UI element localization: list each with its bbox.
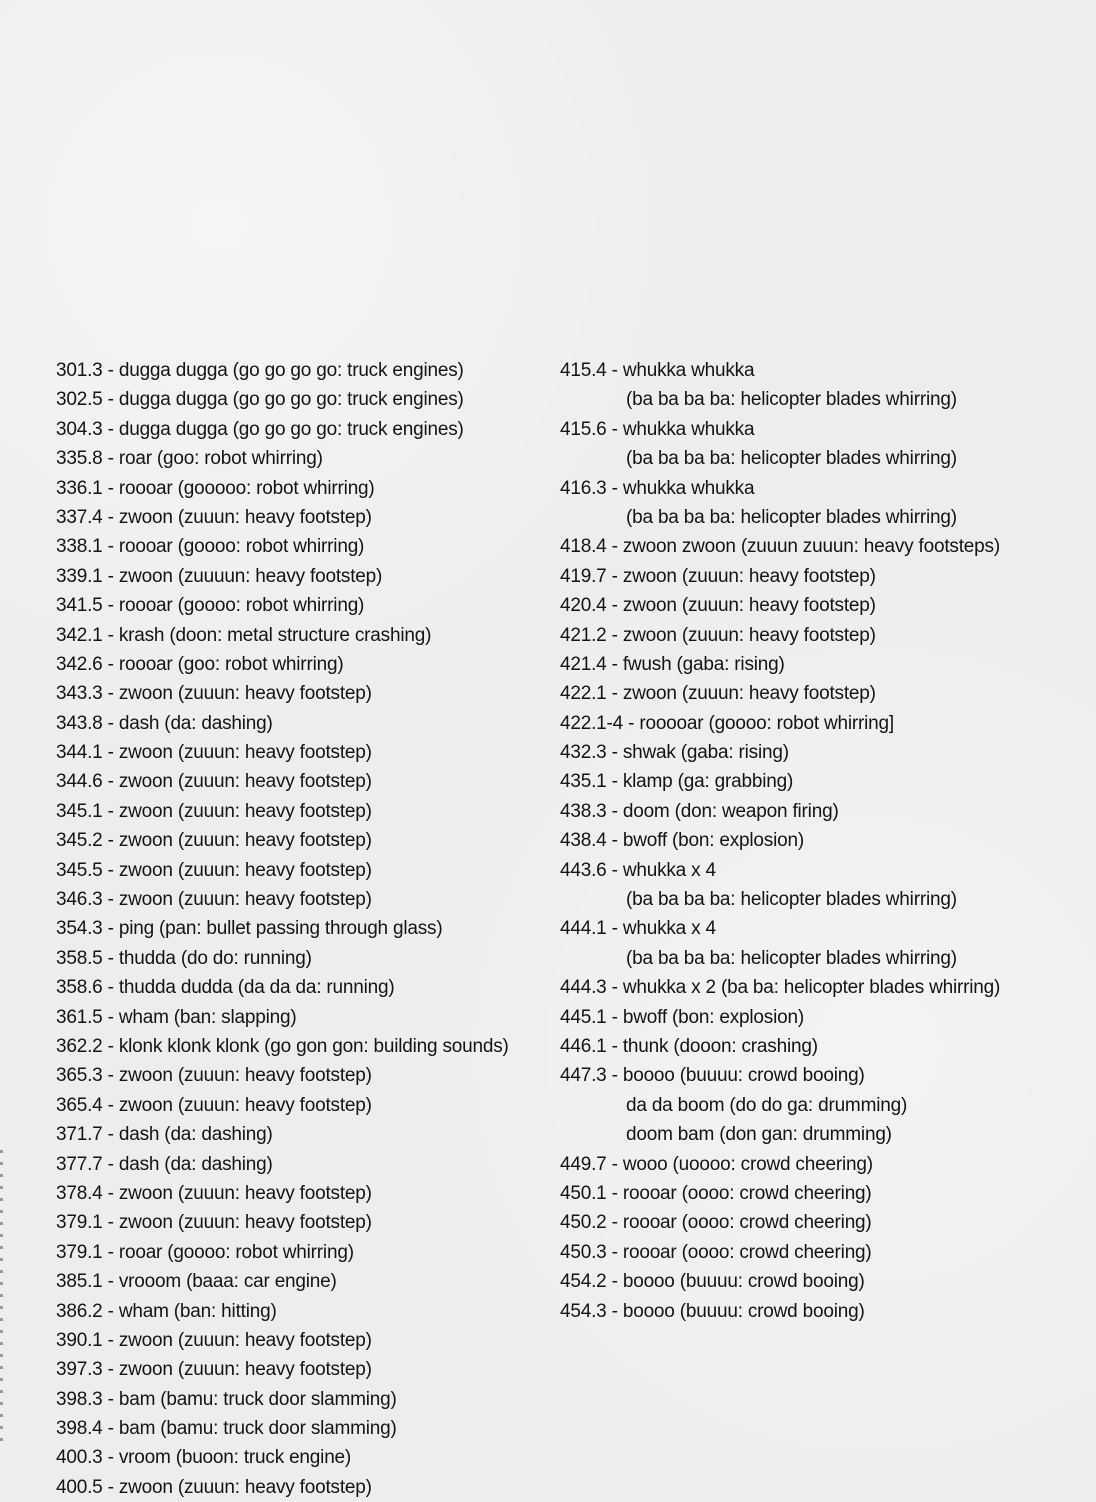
sfx-entry: 358.5 - thudda (do do: running) [56,947,312,969]
sfx-entry: 444.3 - whukka x 2 (ba ba: helicopter blades whirring) [560,977,1001,999]
sfx-entry: 335.8 - roar (goo: robot whirring) [56,448,323,470]
sfx-entry: 358.6 - thudda dudda (da da da: running) [56,977,395,999]
sfx-entry: 341.5 - roooar (goooo: robot whirring) [56,595,365,617]
sfx-entry: 365.3 - zwoon (zuuun: heavy footstep) [56,1065,372,1087]
sfx-entry-continuation: (ba ba ba ba: helicopter blades whirring) [626,389,957,411]
sfx-entry: 432.3 - shwak (gaba: rising) [560,742,789,764]
sfx-entry: 444.1 - whukka x 4 [560,918,716,940]
sfx-entry: 415.4 - whukka whukka [560,360,755,381]
sfx-entry: 378.4 - zwoon (zuuun: heavy footstep) [56,1182,372,1204]
sfx-entry: 301.3 - dugga dugga (go go go go: truck engines) [56,360,464,381]
sfx-entry: 304.3 - dugga dugga (go go go go: truck engines) [56,418,464,440]
right-column-sfx-list [560,356,1000,1326]
sfx-entry: 447.3 - boooo (buuuu: crowd booing) [560,1065,865,1087]
sfx-entry: 422.1 - zwoon (zuuun: heavy footstep) [560,683,876,705]
sfx-entry: 450.3 - roooar (oooo: crowd cheering) [560,1241,872,1263]
sfx-entry: 454.3 - boooo (buuuu: crowd booing) [560,1300,865,1322]
sfx-entry-continuation: (ba ba ba ba: helicopter blades whirring) [626,889,957,911]
sfx-entry: 398.3 - bam (bamu: truck door slamming) [56,1388,397,1410]
sfx-entry: 343.3 - zwoon (zuuun: heavy footstep) [56,683,372,705]
sfx-entry: 386.2 - wham (ban: hitting) [56,1300,277,1322]
sfx-entry: 354.3 - ping (pan: bullet passing through glass) [56,918,443,940]
sfx-entry: 400.3 - vroom (buoon: truck engine) [56,1447,352,1469]
sfx-entry-continuation: (ba ba ba ba: helicopter blades whirring) [626,947,957,969]
sfx-entry-continuation: (ba ba ba ba: helicopter blades whirring) [626,506,957,528]
sfx-entry: 342.6 - roooar (goo: robot whirring) [56,653,344,675]
sfx-entry: 420.4 - zwoon (zuuun: heavy footstep) [560,595,876,617]
sfx-entry: 450.2 - roooar (oooo: crowd cheering) [560,1212,872,1234]
sfx-entry-continuation: da da boom (do do ga: drumming) [626,1094,908,1116]
sfx-entry: 345.2 - zwoon (zuuun: heavy footstep) [56,830,372,852]
sfx-entry: 449.7 - wooo (uoooo: crowd cheering) [560,1153,873,1175]
sfx-entry: 450.1 - roooar (oooo: crowd cheering) [560,1182,872,1204]
sfx-entry: 346.3 - zwoon (zuuun: heavy footstep) [56,889,372,911]
sfx-entry: 390.1 - zwoon (zuuun: heavy footstep) [56,1329,372,1351]
sfx-entry: 336.1 - roooar (gooooo: robot whirring) [56,477,375,499]
sfx-entry: 365.4 - zwoon (zuuun: heavy footstep) [56,1094,372,1116]
sfx-entry: 379.1 - zwoon (zuuun: heavy footstep) [56,1212,372,1234]
sfx-entry: 342.1 - krash (doon: metal structure crashing) [56,624,432,646]
sfx-entry: 345.1 - zwoon (zuuun: heavy footstep) [56,800,372,822]
sfx-entry: 435.1 - klamp (ga: grabbing) [560,771,794,793]
sfx-entry: 438.3 - doom (don: weapon firing) [560,800,839,822]
sfx-entry: 302.5 - dugga dugga (go go go go: truck engines) [56,389,464,411]
sfx-entry: 338.1 - roooar (goooo: robot whirring) [56,536,365,558]
sfx-entry: 422.1-4 - rooooar (goooo: robot whirring] [560,712,894,734]
sfx-entry: 397.3 - zwoon (zuuun: heavy footstep) [56,1359,372,1381]
sfx-entry-continuation: (ba ba ba ba: helicopter blades whirring) [626,448,957,470]
sfx-entry: 418.4 - zwoon zwoon (zuuun zuuun: heavy footsteps) [560,536,1000,558]
sfx-entry: 345.5 - zwoon (zuuun: heavy footstep) [56,859,372,881]
sfx-entry: 337.4 - zwoon (zuuun: heavy footstep) [56,506,372,528]
sfx-entry: 385.1 - vrooom (baaa: car engine) [56,1271,337,1293]
sfx-entry: 339.1 - zwoon (zuuuun: heavy footstep) [56,565,383,587]
sfx-entry: 377.7 - dash (da: dashing) [56,1153,273,1175]
sfx-entry: 371.7 - dash (da: dashing) [56,1124,273,1146]
sfx-entry: 362.2 - klonk klonk klonk (go gon gon: building sounds) [56,1035,509,1057]
sfx-entry: 344.6 - zwoon (zuuun: heavy footstep) [56,771,372,793]
sfx-entry: 379.1 - rooar (goooo: robot whirring) [56,1241,354,1263]
sfx-entry-continuation: doom bam (don gan: drumming) [626,1124,892,1146]
sfx-entry: 446.1 - thunk (dooon: crashing) [560,1035,818,1057]
binding-edge-marks [0,1150,3,1450]
sfx-entry: 438.4 - bwoff (bon: explosion) [560,830,804,852]
sfx-entry: 454.2 - boooo (buuuu: crowd booing) [560,1271,865,1293]
left-column-sfx-list [56,356,509,1502]
sfx-entry: 416.3 - whukka whukka [560,477,755,499]
sfx-entry: 343.8 - dash (da: dashing) [56,712,273,734]
sfx-entry: 398.4 - bam (bamu: truck door slamming) [56,1418,397,1440]
sfx-entry: 443.6 - whukka x 4 [560,859,716,881]
sfx-entry: 344.1 - zwoon (zuuun: heavy footstep) [56,742,372,764]
sfx-entry: 421.4 - fwush (gaba: rising) [560,653,785,675]
sfx-entry: 421.2 - zwoon (zuuun: heavy footstep) [560,624,876,646]
sfx-entry: 400.5 - zwoon (zuuun: heavy footstep) [56,1476,372,1498]
sfx-entry: 361.5 - wham (ban: slapping) [56,1006,297,1028]
sfx-entry: 445.1 - bwoff (bon: explosion) [560,1006,804,1028]
sfx-entry: 419.7 - zwoon (zuuun: heavy footstep) [560,565,876,587]
sfx-entry: 415.6 - whukka whukka [560,418,755,440]
